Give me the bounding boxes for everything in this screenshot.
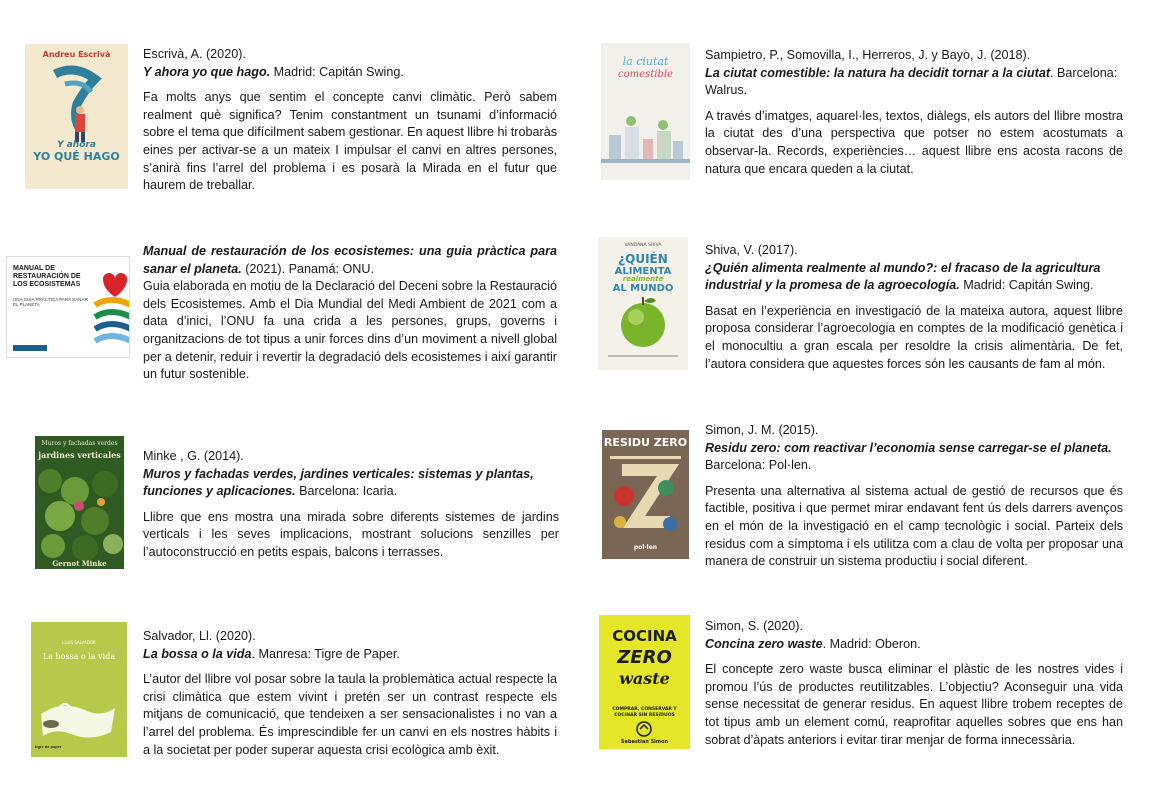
cover-recycle-icon bbox=[599, 615, 690, 749]
description: A través d’imatges, aquarel·les, textos, diàlegs, els autors del llibre mostra la ciutat des d’una perspectiva que potser no estem acostumats a observar-la. Records, experiències… aquest llibre ens acosta racons de natura que encara queden a la ciutat. bbox=[705, 108, 1123, 176]
cover-line1: Muros y fachadas verdes bbox=[41, 440, 118, 447]
description: L’autor del llibre vol posar sobre la taula la problemàtica actual respecte la crisi climàtica que estem vivint i pretén ser un contrast respecte els mitjans de comunicació, que tendeixen a ser sensacionalistes i no van a l’arrel del problema. És imprescindible fer un canvi en els nostres hàbits i a la societat per poder superar aquesta crisi ecològica amb èxit. bbox=[143, 672, 557, 757]
cover-publisher: tigre de paper bbox=[35, 744, 62, 749]
entry-text bbox=[705, 422, 1123, 571]
cover-publisher: pol·len bbox=[633, 544, 658, 551]
cover-sub: COMPRAR, CONSERVAR Y COCINAR SIN RESIDUOS bbox=[612, 707, 677, 718]
ref-publisher: Barcelona: Icaria. bbox=[295, 484, 398, 499]
entry-text bbox=[705, 618, 1123, 749]
ref-title: Concina zero waste bbox=[705, 636, 823, 651]
description: Presenta una alternativa al sistema actual de gestió de recursos que és factible, positiva i que permet mirar endavant fent ús dels darrers avenços en el món de la investigació en el camp tecnològic i social. Parteix dels residus com a símptoma i els utilitza com a clau de volta per proposar una manera de construir un sistema productiu i social diferent. bbox=[705, 483, 1123, 569]
ref-title: Y ahora yo que hago. bbox=[143, 64, 271, 79]
ref-title: Muros y fachadas verdes, jardines verticales: sistemas y plantas, funciones y aplicaciones. bbox=[143, 466, 534, 499]
cover-line2: ALIMENTA bbox=[614, 266, 672, 277]
reference bbox=[705, 422, 1123, 475]
book-cover-manual bbox=[6, 256, 130, 358]
book-cover-simon-jm bbox=[602, 430, 689, 559]
ref-publisher: Barcelona: Pol·len. bbox=[705, 458, 812, 473]
cover-line2: RESTAURACIÓN DE bbox=[13, 273, 81, 280]
ref-authors: Minke , G. (2014). bbox=[143, 449, 244, 463]
cover-waves bbox=[7, 257, 130, 358]
reference bbox=[143, 448, 559, 501]
cover-sub: UNA GUÍA PRÁCTICA PARA SANAR EL PLANETA bbox=[13, 297, 88, 307]
cover-author: LLUÍS SALVADOR bbox=[62, 640, 96, 645]
reference bbox=[143, 628, 557, 663]
ref-publisher: Madrid: Capitán Swing. bbox=[959, 278, 1094, 293]
cover-line1: RESIDU ZERO bbox=[603, 436, 688, 449]
cover-line2: ZERO bbox=[617, 647, 672, 668]
ref-authors: Simon, J. M. (2015). bbox=[705, 423, 819, 437]
ref-publisher: . Barcelona: Walrus. bbox=[705, 65, 1118, 98]
ref-authors: Shiva, V. (2017). bbox=[705, 243, 798, 257]
cover-line1: Y ahora bbox=[57, 140, 96, 150]
description: Llibre que ens mostra una mirada sobre diferents sistemes de jardins verticals i les seves implicacions, mostrant solucions senzilles per l’autoconstrucció en petits espais, balcons i terrasses. bbox=[143, 509, 559, 559]
reference bbox=[705, 618, 1123, 653]
book-cover-sampietro bbox=[601, 43, 690, 180]
book-cover-salvador bbox=[31, 622, 127, 757]
ref-title: Residu zero: com reactivar l’economia sense carregar-se el planeta. bbox=[705, 440, 1112, 455]
cover-line3: LOS ECOSISTEMAS bbox=[13, 281, 81, 288]
cover-line1: La bossa o la vida bbox=[42, 652, 116, 661]
description: Guia elaborada en motiu de la Declaració del Deceni sobre la Restauració dels Ecosistemes. Amb el Dia Mundial del Medi Ambient de 2021 com a data d’inici, l’ONU fa una crida a les persones, grups, governs i organitzacions de tot tipus a unir forces dins d’un moviment a nivell global per a detenir, reduir i revertir la degradació dels ecosistemes i així garantir un futur sostenible. bbox=[143, 279, 557, 382]
reference bbox=[705, 47, 1123, 100]
ref-title: ¿Quién alimenta realmente al mundo?: el fracaso de la agricultura industrial y la promesa de la agroecología. bbox=[705, 260, 1101, 293]
entry-text bbox=[705, 242, 1123, 373]
reference bbox=[143, 243, 557, 278]
entry-text bbox=[143, 448, 559, 562]
book-cover-minke bbox=[35, 436, 124, 569]
cover-author: Gernot Minke bbox=[52, 559, 107, 568]
ref-publisher: . Manresa: Tigre de Paper. bbox=[251, 646, 400, 661]
ref-title: Manual de restauración de los ecosistemes: una guia pràctica para sanar el planeta. bbox=[143, 244, 557, 276]
cover-z-illustration bbox=[602, 430, 689, 559]
cover-author: Andreu Escrivà bbox=[42, 50, 111, 59]
cover-line1: MANUAL DE bbox=[13, 265, 55, 272]
book-cover-simon-s bbox=[599, 615, 690, 749]
cover-line1: COCINA bbox=[612, 627, 677, 645]
reference bbox=[143, 46, 557, 81]
cover-accent: realmente bbox=[622, 275, 664, 283]
ref-authors: Simon, S. (2020). bbox=[705, 619, 803, 633]
entry-text bbox=[705, 47, 1123, 178]
ref-publisher: . Madrid: Oberon. bbox=[822, 636, 921, 651]
book-cover-shiva bbox=[598, 237, 688, 370]
ref-publisher: Madrid: Capitán Swing. bbox=[270, 64, 404, 79]
ref-title: La bossa o la vida bbox=[143, 646, 252, 661]
cover-line1: ¿QUIÉN bbox=[618, 252, 668, 266]
cover-line2: jardines verticales bbox=[38, 450, 121, 460]
cover-line3: AL MUNDO bbox=[612, 283, 674, 294]
entry-text bbox=[143, 243, 557, 384]
cover-line2: comestible bbox=[618, 69, 673, 80]
cover-author: VANDANA SHIVA bbox=[624, 243, 662, 248]
ref-authors: Escrivà, A. (2020). bbox=[143, 47, 246, 61]
book-cover-escriva bbox=[25, 44, 128, 189]
cover-line1: la ciutat bbox=[622, 55, 669, 68]
reference bbox=[705, 242, 1123, 295]
entry-text bbox=[143, 628, 557, 759]
cover-bag-illustration bbox=[31, 622, 127, 757]
entry-text bbox=[143, 46, 557, 195]
ref-authors: Salvador, Ll. (2020). bbox=[143, 629, 256, 643]
cover-illustration bbox=[25, 44, 128, 189]
cover-apple-illustration bbox=[598, 237, 688, 370]
cover-author: Sebastian Simon bbox=[620, 739, 669, 745]
ref-authors: Sampietro, P., Somovilla, I., Herreros, J. y Bayo, J. (2018). bbox=[705, 48, 1031, 62]
ref-publisher: (2021). Panamá: ONU. bbox=[241, 261, 374, 276]
description: Basat en l’experiència en investigació de la mateixa autora, aquest llibre proposa considerar l’agroecologia en comptes de la modificació genètica i el monocultiu a gran escala per resoldre la crisis alimentària. De fet, l’autora considera que aquestes forces són les causants de fam al món. bbox=[705, 303, 1123, 371]
cover-city-illustration bbox=[601, 43, 690, 180]
description: Fa molts anys que sentim el concepte canvi climàtic. Però sabem realment què significa? Tenim constantment un tsunami d’informació sobre el tema que difícilment sabem gestionar. En aquest llibre hi trobaràs eines per activar-se a un mateix I impulsar el canvi en altres persones, s’anirà fins l’arrel del problema i es posarà la Mirada en el futur que haurem de treballar. bbox=[143, 90, 557, 193]
cover-line3: waste bbox=[619, 669, 670, 688]
cover-line2: YO QUÉ HAGO bbox=[33, 150, 120, 163]
ref-title: La ciutat comestible: la natura ha decidit tornar a la ciutat bbox=[705, 65, 1051, 80]
description: El concepte zero waste busca eliminar el plàstic de les nostres vides i promou l’ús de productes reutilitzables. L’objectiu? Aconseguir una vida sense necessitat de generar residus. En aquest llibre trobem receptes de tot tipus amb un element comú, reaprofitar aquelles sobres que ens han sobrat d’àpats anteriors i evitar tirar menjar de forma innecessària. bbox=[705, 662, 1123, 747]
